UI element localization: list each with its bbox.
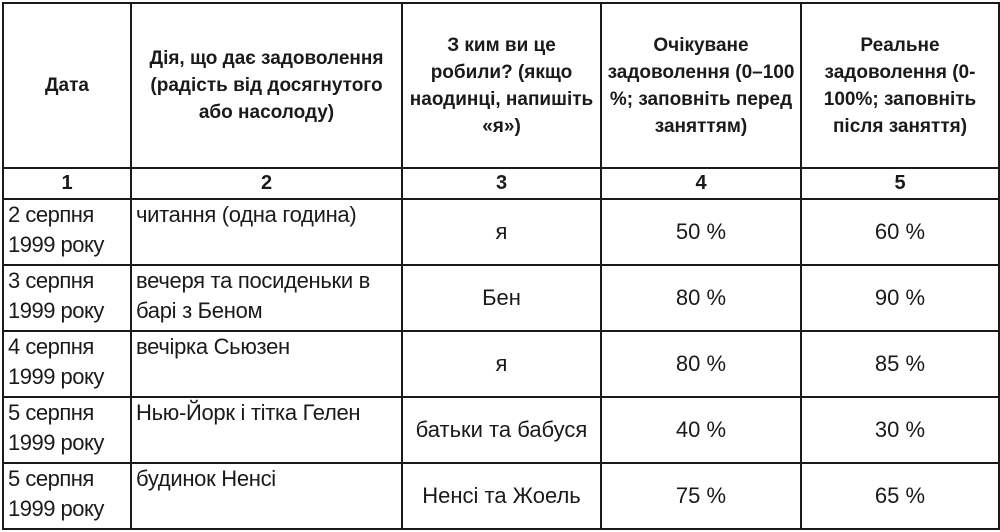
column-number: 3: [402, 168, 601, 199]
date-cell: 4 серпня 1999 року: [3, 331, 131, 397]
actual-pleasure-cell: 90 %: [801, 265, 999, 331]
column-number-row: [3, 168, 999, 199]
activity-cell: вечеря та посиденьки в барі з Беном: [131, 265, 402, 331]
actual-pleasure-cell: 30 %: [801, 397, 999, 463]
expected-pleasure-cell: 80 %: [601, 331, 801, 397]
activity-cell: будинок Ненсі: [131, 463, 402, 529]
column-number: 4: [601, 168, 801, 199]
header-expected-pleasure: Очікуване задоволення (0–100 %; заповніть перед заняттям): [601, 3, 801, 168]
header-row: [3, 3, 999, 168]
header-date: Дата: [3, 3, 131, 168]
date-cell: 5 серпня 1999 року: [3, 397, 131, 463]
with-whom-cell: Ненсі та Жоель: [402, 463, 601, 529]
expected-pleasure-cell: 40 %: [601, 397, 801, 463]
expected-pleasure-cell: 75 %: [601, 463, 801, 529]
table-row: [3, 331, 999, 397]
with-whom-cell: Бен: [402, 265, 601, 331]
expected-pleasure-cell: 80 %: [601, 265, 801, 331]
header-actual-pleasure: Реальне задоволення (0-100%; заповніть після заняття): [801, 3, 999, 168]
date-cell: 2 серпня 1999 року: [3, 199, 131, 265]
pleasure-log-table: [2, 2, 1000, 530]
date-cell: 5 серпня 1999 року: [3, 463, 131, 529]
column-number: 5: [801, 168, 999, 199]
with-whom-cell: я: [402, 331, 601, 397]
actual-pleasure-cell: 85 %: [801, 331, 999, 397]
table-row: [3, 265, 999, 331]
expected-pleasure-cell: 50 %: [601, 199, 801, 265]
header-activity: Дія, що дає задоволення (радість від досягнутого або насолоду): [131, 3, 402, 168]
activity-cell: читання (одна година): [131, 199, 402, 265]
column-number: 2: [131, 168, 402, 199]
activity-cell: Нью-Йорк і тітка Гелен: [131, 397, 402, 463]
with-whom-cell: батьки та бабуся: [402, 397, 601, 463]
date-cell: 3 серпня 1999 року: [3, 265, 131, 331]
header-with-whom: З ким ви це робили? (якщо наодинці, напишіть «я»): [402, 3, 601, 168]
actual-pleasure-cell: 60 %: [801, 199, 999, 265]
table-row: [3, 463, 999, 529]
activity-cell: вечірка Сьюзен: [131, 331, 402, 397]
with-whom-cell: я: [402, 199, 601, 265]
table-row: [3, 199, 999, 265]
actual-pleasure-cell: 65 %: [801, 463, 999, 529]
column-number: 1: [3, 168, 131, 199]
table-row: [3, 397, 999, 463]
